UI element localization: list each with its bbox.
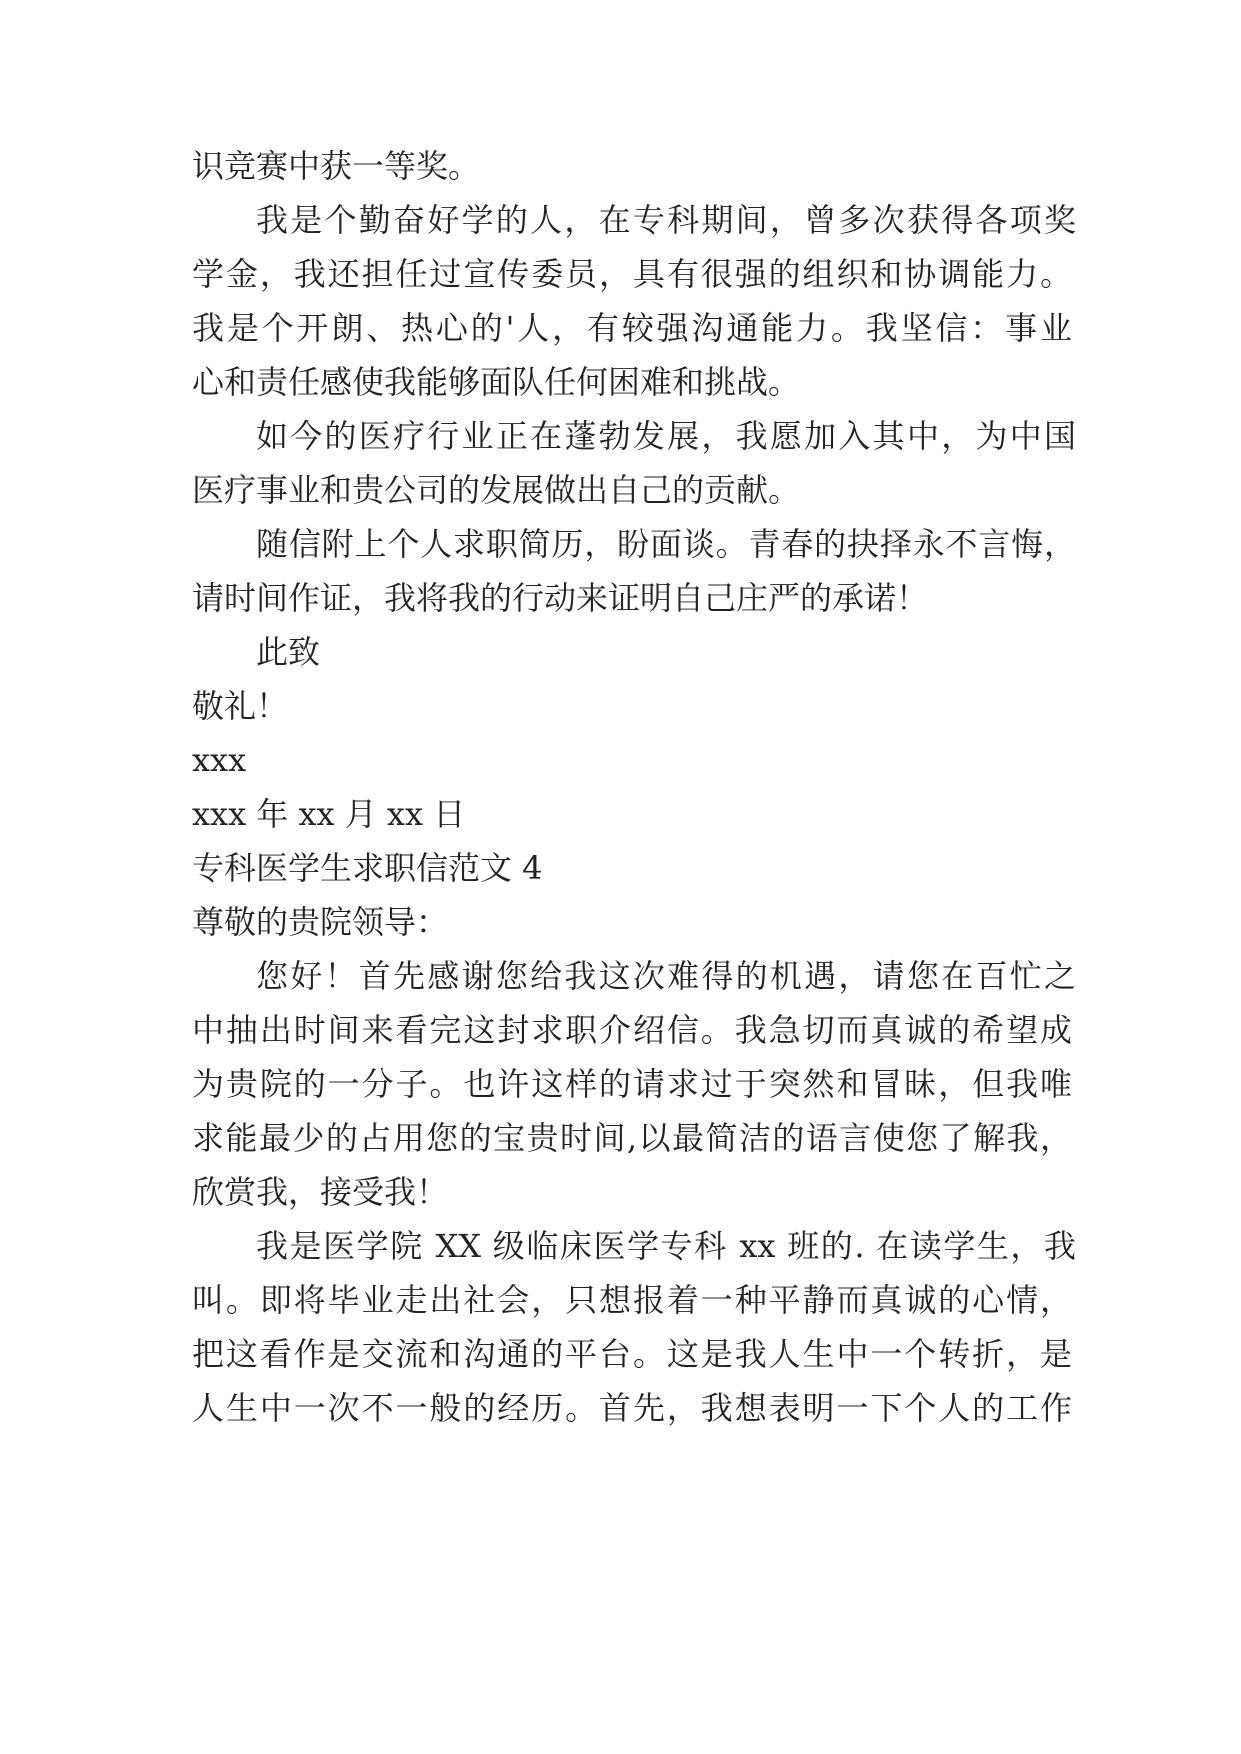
text-line: 医疗事业和贵公司的发展做出自己的贡献。	[192, 471, 801, 509]
text-line: 您好！首先感谢您给我这次难得的机遇，请您在百忙之	[256, 957, 1076, 995]
text-line: 我是医学院 XX 级临床医学专科 xx 班的. 在读学生，我	[256, 1227, 1076, 1265]
text-line: 学金，我还担任过宣传委员，具有很强的组织和协调能力。	[192, 255, 1072, 293]
text-line: 把这看作是交流和沟通的平台。这是我人生中一个转折，是	[192, 1335, 1072, 1373]
text-line: 尊敬的贵院领导：	[192, 903, 449, 941]
text-line: 如今的医疗行业正在蓬勃发展，我愿加入其中，为中国	[256, 417, 1076, 455]
text-line: 欣赏我，接受我！	[192, 1173, 449, 1211]
text-line: 随信附上个人求职简历，盼面谈。青春的抉择永不言悔，	[256, 525, 1076, 563]
text-line: 人生中一次不一般的经历。首先，我想表明一下个人的工作	[192, 1389, 1072, 1427]
text-line: 为贵院的一分子。也许这样的请求过于突然和冒昧，但我唯	[192, 1065, 1072, 1103]
text-line: 敬礼！	[192, 687, 289, 725]
text-line: 我是个开朗、热心的'人，有较强沟通能力。我坚信：事业	[192, 309, 1072, 347]
text-line: 专科医学生求职信范文 4	[192, 849, 543, 887]
text-line: 识竞赛中获一等奖。	[192, 147, 481, 185]
text-line: 心和责任感使我能够面队任何困难和挑战。	[192, 363, 801, 401]
text-line: 我是个勤奋好学的人，在专科期间，曾多次获得各项奖	[256, 201, 1076, 239]
text-line: xxx 年 xx 月 xx 日	[192, 795, 466, 833]
text-line: xxx	[192, 741, 247, 779]
text-line: 求能最少的占用您的宝贵时间,以最简洁的语言使您了解我，	[192, 1119, 1072, 1157]
text-line: 中抽出时间来看完这封求职介绍信。我急切而真诚的希望成	[192, 1011, 1072, 1049]
text-line: 请时间作证，我将我的行动来证明自己庄严的承诺！	[192, 579, 929, 617]
text-line: 叫。即将毕业走出社会，只想报着一种平静而真诚的心情，	[192, 1281, 1072, 1319]
text-line: 此致	[256, 633, 321, 671]
